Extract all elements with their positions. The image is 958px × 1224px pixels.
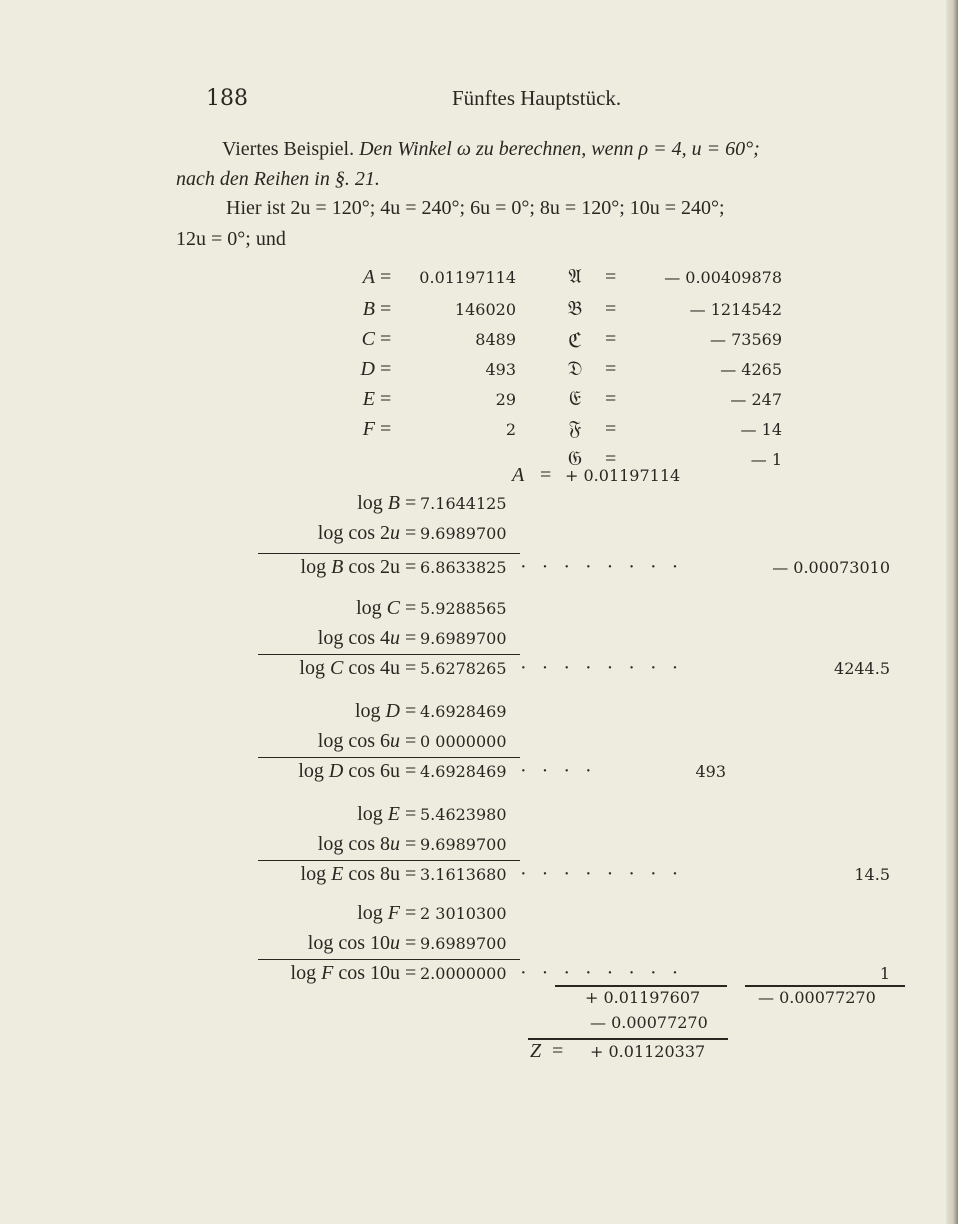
log-value: 9.6989700: [420, 835, 507, 854]
log-result: 14.5: [854, 865, 890, 884]
log-label-part: cos 8u: [343, 863, 400, 885]
log-label-part: log: [356, 597, 387, 619]
equals-sign: =: [405, 932, 417, 954]
log-value: 4.6928469: [420, 762, 507, 781]
equals-sign: =: [380, 298, 392, 320]
fraktur-value: — 73569: [710, 330, 782, 349]
log-label-part: u: [390, 932, 400, 954]
equals-sign: =: [405, 657, 417, 679]
coefficient-label: B: [362, 298, 375, 320]
log-label-part: u: [390, 522, 400, 544]
log-label-part: u: [390, 730, 400, 752]
log-label-part: F: [321, 962, 334, 984]
log-label: [200, 962, 400, 985]
log-value: 7.1644125: [420, 494, 507, 513]
page-edge: [946, 0, 958, 1224]
equals-sign: =: [405, 833, 417, 855]
log-label: [200, 902, 400, 925]
log-label: [200, 730, 400, 753]
sum-rule: [555, 985, 727, 987]
leader-dots: · · · · · · · ·: [520, 657, 679, 679]
log-label-part: log: [354, 700, 386, 722]
z-value: + 0.01120337: [590, 1042, 706, 1061]
fraktur-label: 𝔉: [568, 418, 582, 440]
fraktur-value: — 1: [750, 450, 782, 469]
negative-sum: — 0.00077270: [758, 988, 876, 1007]
equals-sign: =: [380, 358, 392, 380]
running-title: Fünftes Hauptstück.: [452, 86, 622, 110]
sum-rule: [258, 654, 520, 655]
equals-sign: =: [380, 388, 392, 410]
fraktur-label: 𝔅: [567, 298, 583, 320]
equals-sign: =: [405, 962, 417, 984]
log-label-part: log: [300, 863, 332, 885]
log-value: 4.6928469: [420, 702, 507, 721]
log-label-part: cos 6u: [343, 760, 400, 782]
log-label-part: F: [387, 902, 400, 924]
log-label: [200, 863, 400, 886]
log-label-part: log: [290, 962, 322, 984]
log-label: [200, 556, 400, 579]
log-label-part: C: [329, 657, 344, 679]
leader-dots: · · · ·: [520, 760, 592, 782]
log-label-part: E: [387, 803, 400, 825]
equals-sign: =: [552, 1040, 564, 1062]
equals-sign: =: [405, 522, 417, 544]
log-value: 0 0000000: [420, 732, 507, 751]
log-label-part: log: [299, 657, 330, 679]
equals-sign: =: [405, 556, 417, 578]
log-value: 5.6278265: [420, 659, 507, 678]
sum-rule: [745, 985, 905, 987]
log-value: 3.1613680: [420, 865, 507, 884]
equals-sign: =: [605, 298, 617, 320]
log-value: 5.4623980: [420, 805, 507, 824]
coefficient-label: E: [362, 388, 375, 410]
log-result: 1: [879, 964, 890, 983]
fraktur-label: ℭ: [567, 330, 583, 352]
log-label-part: u: [390, 833, 400, 855]
log-value: 2.0000000: [420, 964, 507, 983]
fraktur-label: 𝔊: [567, 448, 583, 470]
leader-dots: · · · · · · · ·: [520, 863, 679, 885]
log-label-part: log: [357, 492, 388, 514]
coefficient-value: 493: [485, 360, 516, 379]
coefficient-label: F: [362, 418, 375, 440]
fraktur-value: — 14: [740, 420, 782, 439]
total-value: + 0.01197114: [565, 466, 681, 485]
log-label-part: log: [357, 902, 388, 924]
coefficient-label: A: [362, 266, 375, 288]
sum-rule: [258, 959, 520, 960]
log-label: [200, 760, 400, 783]
equals-sign: =: [405, 492, 417, 514]
equals-sign: =: [605, 328, 617, 350]
equals-sign: =: [405, 730, 417, 752]
coefficient-label: D: [360, 358, 375, 380]
equals-sign: =: [380, 328, 392, 350]
fraktur-value: — 247: [730, 390, 782, 409]
log-result: 4244.5: [834, 659, 890, 678]
log-label-part: D: [385, 700, 400, 722]
log-label-part: log cos 4: [317, 627, 390, 649]
log-label-part: u: [390, 627, 400, 649]
equals-sign: =: [605, 448, 617, 470]
log-label-part: log cos 6: [317, 730, 390, 752]
fraktur-label: 𝔈: [568, 388, 582, 410]
intro-line-3: Hier ist 2u = 120°; 4u = 240°; 6u = 0°; 8u = 120°; 10u = 240°;: [226, 197, 725, 219]
log-label-part: E: [331, 863, 344, 885]
sum-rule: [258, 860, 520, 861]
log-label: [200, 522, 400, 545]
intro-line-4: 12u = 0°; und: [176, 228, 286, 250]
log-value: 9.6989700: [420, 629, 507, 648]
log-label-part: B: [331, 556, 344, 578]
log-value: 9.6989700: [420, 934, 507, 953]
subtract-value: — 0.00077270: [590, 1013, 708, 1032]
leader-dots: · · · · · · · ·: [520, 556, 679, 578]
fraktur-label: 𝔇: [567, 358, 583, 380]
log-label: [200, 803, 400, 826]
fraktur-value: — 4265: [720, 360, 782, 379]
log-label-part: B: [387, 492, 400, 514]
coefficient-label: C: [361, 328, 375, 350]
log-result: — 0.00073010: [772, 558, 890, 577]
equals-sign: =: [380, 266, 392, 288]
fraktur-value: — 0.00409878: [664, 268, 782, 287]
log-label-part: log cos 8: [317, 833, 390, 855]
equals-sign: =: [405, 863, 417, 885]
equals-sign: =: [605, 418, 617, 440]
log-label-part: cos 2u: [343, 556, 400, 578]
log-label-part: log: [298, 760, 329, 782]
equals-sign: =: [405, 760, 417, 782]
log-label: [200, 492, 400, 515]
log-value: 2 3010300: [420, 904, 507, 923]
log-label-part: C: [386, 597, 400, 619]
problem-statement: Den Winkel ω zu berechnen, wenn ρ = 4, u = 60°;: [359, 138, 760, 160]
sum-rule: [258, 757, 520, 758]
total-label: A: [512, 464, 525, 486]
equals-sign: =: [405, 803, 417, 825]
log-label: [200, 700, 400, 723]
leader-dots: · · · · · · · ·: [520, 962, 679, 984]
positive-sum: + 0.01197607: [585, 988, 701, 1007]
fraktur-label: 𝔄: [568, 266, 582, 288]
coefficient-value: 0.01197114: [419, 268, 516, 287]
equals-sign: =: [405, 700, 417, 722]
log-value: 6.8633825: [420, 558, 507, 577]
equals-sign: =: [380, 418, 392, 440]
equals-sign: =: [605, 266, 617, 288]
log-label: [200, 932, 400, 955]
intro-line-1: [222, 138, 760, 161]
log-label: [200, 627, 400, 650]
equals-sign: =: [405, 902, 417, 924]
log-label-part: log cos 2: [317, 522, 390, 544]
fraktur-value: — 1214542: [689, 300, 782, 319]
log-label-part: cos 4u: [343, 657, 400, 679]
equals-sign: =: [405, 597, 417, 619]
sum-rule: [258, 553, 520, 554]
intro-line-2: nach den Reihen in §. 21.: [176, 168, 380, 190]
coefficient-value: 146020: [454, 300, 516, 319]
z-label: Z: [530, 1040, 542, 1062]
log-value: 9.6989700: [420, 524, 507, 543]
coefficient-value: 8489: [475, 330, 516, 349]
coefficient-value: 2: [505, 420, 516, 439]
example-heading: Viertes Beispiel.: [222, 138, 355, 160]
log-label-part: D: [328, 760, 344, 782]
log-label-part: cos 10u: [333, 962, 400, 984]
coefficient-value: 29: [495, 390, 516, 409]
equals-sign: =: [605, 358, 617, 380]
equals-sign: =: [405, 627, 417, 649]
log-label: [200, 833, 400, 856]
log-value: 5.9288565: [420, 599, 507, 618]
log-label: [200, 597, 400, 620]
equals-sign: =: [605, 388, 617, 410]
equals-sign: =: [540, 464, 552, 486]
log-label: [200, 657, 400, 680]
log-label-part: log cos 10: [307, 932, 390, 954]
log-result: 493: [695, 762, 726, 781]
log-label-part: log: [357, 803, 388, 825]
log-label-part: log: [300, 556, 332, 578]
page-number: 188: [206, 86, 248, 111]
